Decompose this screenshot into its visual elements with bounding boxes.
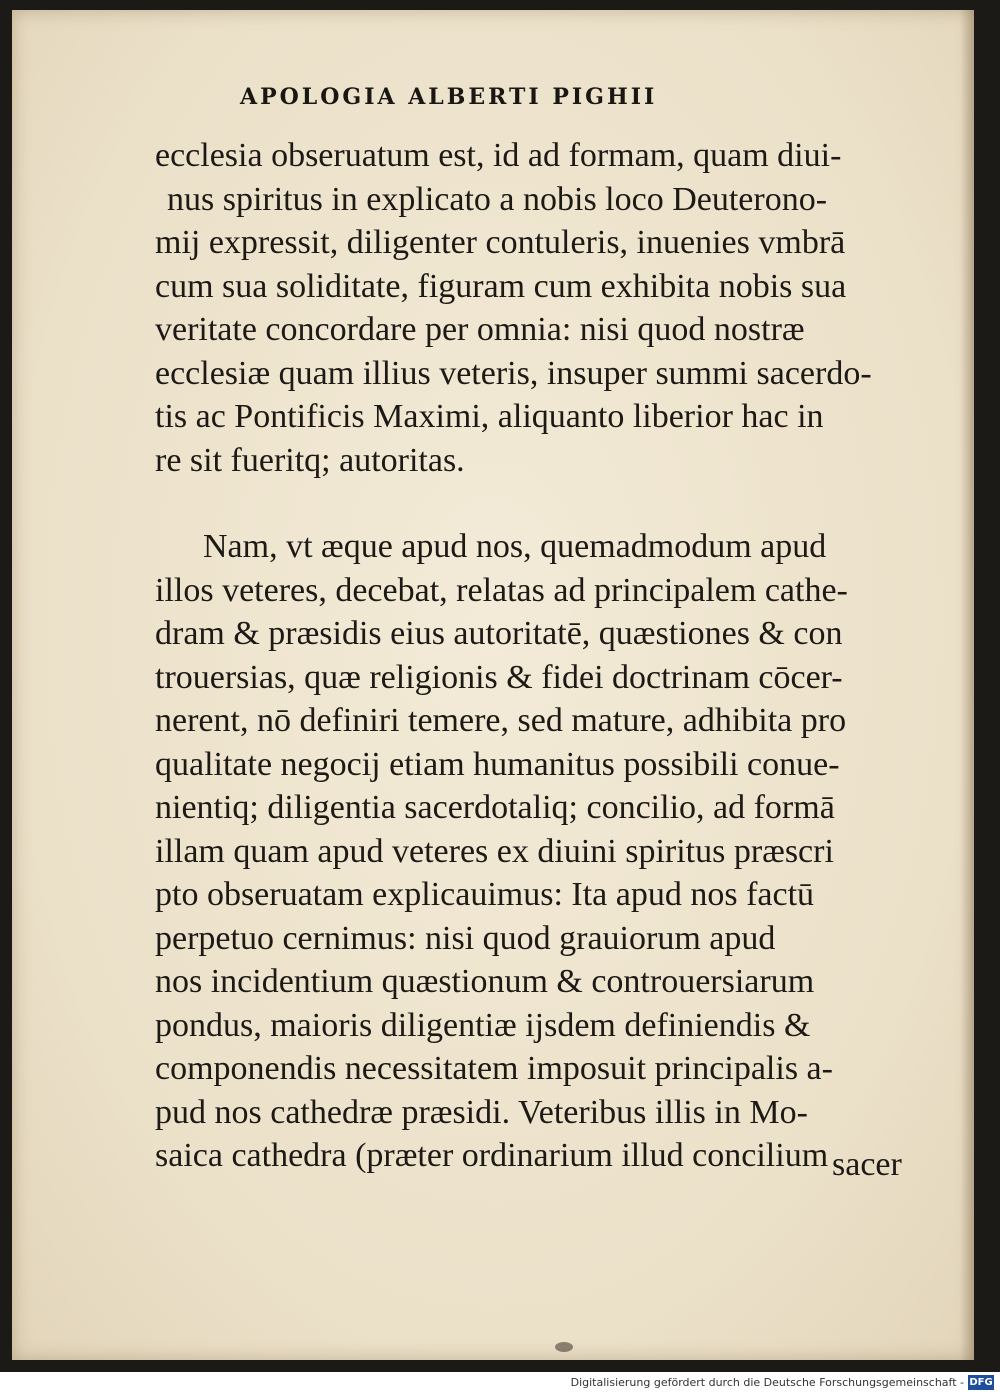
text-line: tis ac Pontificis Maximi, aliquanto liberior hac in bbox=[155, 398, 824, 435]
text-line: nerent, nō definiri temere, sed mature, adhibita pro bbox=[155, 702, 847, 739]
text-line: pud nos cathedræ præsidi. Veteribus illis in Mo- bbox=[155, 1093, 808, 1131]
text-line: perpetuo cernimus: nisi quod grauiorum apud bbox=[155, 919, 776, 957]
text-line: trouersias, quæ religionis & fidei doctrinam cōcer- bbox=[155, 658, 843, 696]
text-line: saica cathedra (præter ordinarium illud concilium bbox=[155, 1137, 829, 1174]
text-line: mij expressit, diligenter contuleris, inuenies vmbrā bbox=[155, 224, 846, 261]
text-line: nos incidentium quæstionum & controuersiarum bbox=[155, 963, 815, 1000]
digitization-credit: Digitalisierung gefördert durch die Deutsche Forschungsgemeinschaft - bbox=[570, 1376, 964, 1389]
ink-smudge bbox=[555, 1342, 573, 1352]
running-head: APOLOGIA ALBERTI PIGHII bbox=[240, 84, 658, 110]
text-line: pto obseruatam explicauimus: Ita apud nos factū bbox=[155, 876, 815, 913]
text-line: ecclesia obseruatum est, id ad formam, quam diui- bbox=[155, 137, 842, 174]
dfg-logo-icon: DFG bbox=[969, 1377, 993, 1388]
text-line: nus spiritus in explicato a nobis loco Deuterono- bbox=[167, 180, 828, 218]
text-line: pondus, maioris diligentiæ ijsdem definiendis & bbox=[155, 1006, 811, 1044]
text-line: re sit fueritq; autoritas. bbox=[155, 441, 465, 479]
text-line: ecclesiæ quam illius veteris, insuper summi sacerdo- bbox=[155, 354, 872, 392]
text-line: veritate concordare per omnia: nisi quod nostræ bbox=[155, 311, 805, 348]
paragraph-gap bbox=[155, 482, 915, 525]
page-edge-shadow bbox=[960, 10, 974, 1360]
text-line: componendis necessitatem imposuit principalis a- bbox=[155, 1050, 833, 1087]
text-line: qualitate negocij etiam humanitus possibili conue- bbox=[155, 745, 840, 783]
text-line: dram & præsidis eius autoritatē, quæstiones & con bbox=[155, 615, 843, 652]
text-line: illos veteres, decebat, relatas ad principalem cathe- bbox=[155, 571, 848, 609]
text-line: Nam, vt æque apud nos, quemadmodum apud bbox=[203, 528, 827, 565]
body-text bbox=[155, 134, 915, 1178]
text-line: cum sua soliditate, figuram cum exhibita nobis sua bbox=[155, 267, 847, 305]
text-line: nientiq; diligentia sacerdotaliq; concilio, ad formā bbox=[155, 789, 835, 826]
catchword: sacer bbox=[832, 1146, 902, 1183]
text-line: illam quam apud veteres ex diuini spiritus præscri bbox=[155, 832, 834, 870]
footer-bar bbox=[0, 1372, 1000, 1395]
